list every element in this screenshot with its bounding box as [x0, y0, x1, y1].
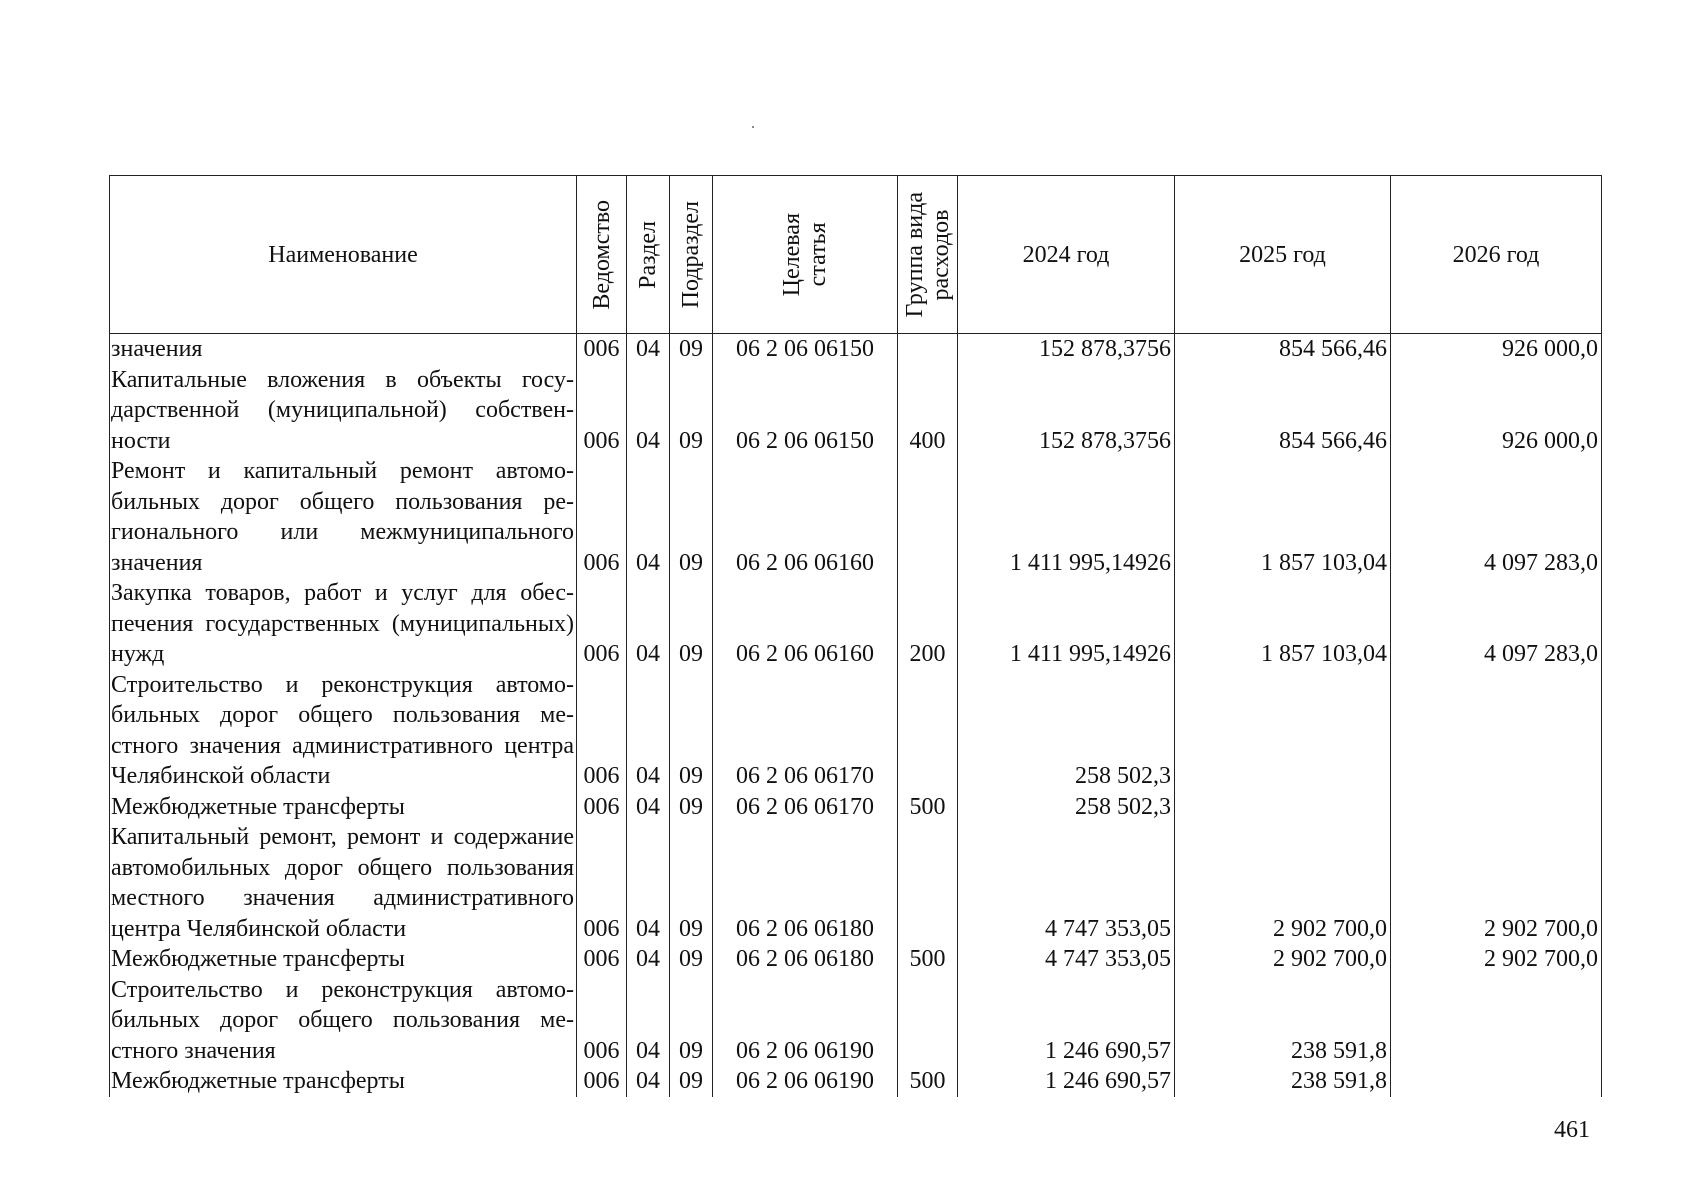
row-target-article: 06 2 06 06180 [713, 944, 898, 975]
row-amount-2025: 2 902 700,0 [1175, 944, 1391, 975]
row-amount-2026: 926 000,0 [1391, 365, 1602, 457]
row-subsection: 09 [670, 822, 713, 944]
row-expense-group: 400 [898, 365, 958, 457]
header-2025: 2025 год [1175, 176, 1391, 334]
row-amount-2024: 4 747 353,05 [958, 822, 1175, 944]
row-amount-2024: 152 878,3756 [958, 334, 1175, 365]
row-expense-group: 500 [898, 1066, 958, 1097]
row-target-article: 06 2 06 06190 [713, 1066, 898, 1097]
row-department: 006 [577, 944, 627, 975]
row-amount-2024: 1 246 690,57 [958, 1066, 1175, 1097]
row-amount-2024: 1 411 995,14926 [958, 456, 1175, 578]
row-target-article: 06 2 06 06150 [713, 365, 898, 457]
row-department: 006 [577, 365, 627, 457]
row-name: Закупка товаров, работ и услуг для обеспечения государственных (муниципальных) нужд [110, 578, 577, 670]
row-department: 006 [577, 792, 627, 823]
row-expense-group [898, 670, 958, 792]
row-subsection: 09 [670, 975, 713, 1067]
row-target-article: 06 2 06 06170 [713, 670, 898, 792]
row-target-article: 06 2 06 06180 [713, 822, 898, 944]
row-amount-2026 [1391, 670, 1602, 792]
row-amount-2026: 2 902 700,0 [1391, 822, 1602, 944]
row-name: Межбюджетные трансферты [110, 792, 577, 823]
row-target-article: 06 2 06 06190 [713, 975, 898, 1067]
header-subsection: Подраздел [670, 176, 713, 334]
row-section: 04 [627, 670, 670, 792]
row-amount-2025: 1 857 103,04 [1175, 578, 1391, 670]
row-section: 04 [627, 578, 670, 670]
row-expense-group: 200 [898, 578, 958, 670]
table-row [110, 456, 1602, 578]
row-name: Строительство и реконструкция автомобильных дорог общего пользования местного значения [110, 975, 577, 1067]
row-amount-2024: 1 411 995,14926 [958, 578, 1175, 670]
row-subsection: 09 [670, 792, 713, 823]
row-amount-2026 [1391, 1066, 1602, 1097]
header-expense-group: Группа вида расходов [898, 176, 958, 334]
row-target-article: 06 2 06 06150 [713, 334, 898, 365]
row-expense-group: 500 [898, 944, 958, 975]
table-row [110, 792, 1602, 823]
row-section: 04 [627, 822, 670, 944]
row-amount-2025: 854 566,46 [1175, 365, 1391, 457]
header-2026: 2026 год [1391, 176, 1602, 334]
row-amount-2024: 152 878,3756 [958, 365, 1175, 457]
row-expense-group [898, 822, 958, 944]
row-amount-2025: 238 591,8 [1175, 975, 1391, 1067]
row-subsection: 09 [670, 578, 713, 670]
table-row [110, 1066, 1602, 1097]
header-row [110, 176, 1602, 334]
row-section: 04 [627, 1066, 670, 1097]
row-amount-2025 [1175, 670, 1391, 792]
row-department: 006 [577, 578, 627, 670]
row-section: 04 [627, 792, 670, 823]
row-department: 006 [577, 456, 627, 578]
row-section: 04 [627, 334, 670, 365]
row-section: 04 [627, 365, 670, 457]
row-amount-2026 [1391, 792, 1602, 823]
table-body [110, 334, 1602, 1097]
header-name: Наименование [110, 176, 577, 334]
row-amount-2025: 1 857 103,04 [1175, 456, 1391, 578]
row-amount-2025 [1175, 792, 1391, 823]
budget-table [109, 175, 1602, 1097]
header-section: Раздел [627, 176, 670, 334]
header-department: Ведомство [577, 176, 627, 334]
row-name: Межбюджетные трансферты [110, 1066, 577, 1097]
row-amount-2025: 238 591,8 [1175, 1066, 1391, 1097]
row-target-article: 06 2 06 06160 [713, 456, 898, 578]
row-amount-2024: 258 502,3 [958, 792, 1175, 823]
row-expense-group [898, 334, 958, 365]
row-section: 04 [627, 456, 670, 578]
row-subsection: 09 [670, 944, 713, 975]
header-2024: 2024 год [958, 176, 1175, 334]
row-amount-2026: 4 097 283,0 [1391, 578, 1602, 670]
row-department: 006 [577, 670, 627, 792]
row-section: 04 [627, 944, 670, 975]
row-name: Строительство и реконструкция автомобильных дорог общего пользования местного значения административного центра Челябинской области [110, 670, 577, 792]
row-amount-2024: 258 502,3 [958, 670, 1175, 792]
row-amount-2026 [1391, 975, 1602, 1067]
table-row [110, 670, 1602, 792]
row-subsection: 09 [670, 456, 713, 578]
page-number: 461 [1554, 1117, 1590, 1143]
table-row [110, 365, 1602, 457]
table-row [110, 822, 1602, 944]
row-subsection: 09 [670, 670, 713, 792]
row-expense-group [898, 456, 958, 578]
table-row [110, 334, 1602, 365]
row-name: Ремонт и капитальный ремонт автомобильных дорог общего пользования регионального или межмуниципального значения [110, 456, 577, 578]
scan-speck [752, 126, 754, 128]
row-amount-2026: 4 097 283,0 [1391, 456, 1602, 578]
row-target-article: 06 2 06 06160 [713, 578, 898, 670]
row-amount-2026: 2 902 700,0 [1391, 944, 1602, 975]
row-department: 006 [577, 822, 627, 944]
row-amount-2024: 1 246 690,57 [958, 975, 1175, 1067]
row-department: 006 [577, 1066, 627, 1097]
row-target-article: 06 2 06 06170 [713, 792, 898, 823]
table-row [110, 944, 1602, 975]
row-name: Капитальные вложения в объекты государственной (муниципальной) собственности [110, 365, 577, 457]
row-department: 006 [577, 334, 627, 365]
row-name: Капитальный ремонт, ремонт и содержание автомобильных дорог общего пользования местного значения административного центра Челябинской области [110, 822, 577, 944]
row-amount-2025: 854 566,46 [1175, 334, 1391, 365]
row-subsection: 09 [670, 334, 713, 365]
row-name: значения [110, 334, 577, 365]
row-expense-group [898, 975, 958, 1067]
row-amount-2026: 926 000,0 [1391, 334, 1602, 365]
row-amount-2024: 4 747 353,05 [958, 944, 1175, 975]
row-subsection: 09 [670, 365, 713, 457]
row-amount-2025: 2 902 700,0 [1175, 822, 1391, 944]
row-expense-group: 500 [898, 792, 958, 823]
table-row [110, 975, 1602, 1067]
header-target-article: Целевая статья [713, 176, 898, 334]
row-subsection: 09 [670, 1066, 713, 1097]
row-department: 006 [577, 975, 627, 1067]
row-name: Межбюджетные трансферты [110, 944, 577, 975]
row-section: 04 [627, 975, 670, 1067]
table-row [110, 578, 1602, 670]
